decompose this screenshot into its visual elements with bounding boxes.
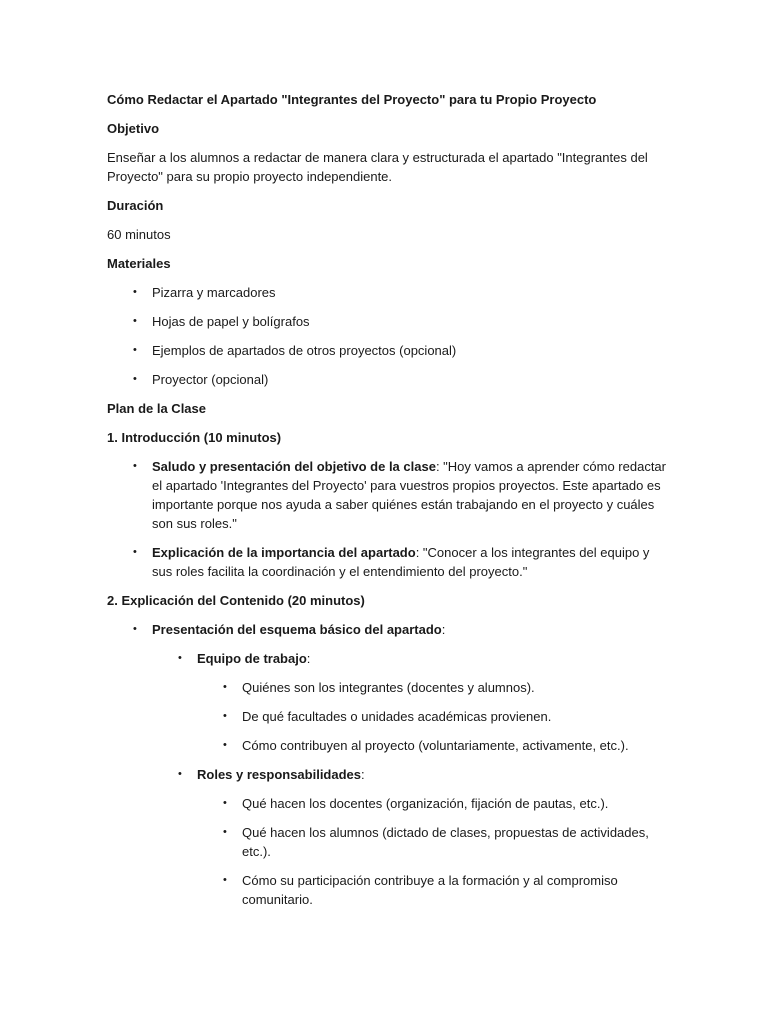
bullet-icon: •: [223, 797, 227, 809]
plan-heading: Plan de la Clase: [107, 401, 206, 416]
duracion-text: 60 minutos: [107, 227, 171, 242]
bullet-icon: •: [133, 286, 137, 298]
bullet-icon: •: [178, 768, 182, 780]
explicacion-list: [133, 620, 668, 639]
bullet-icon: •: [178, 652, 182, 664]
list-item: • Qué hacen los docentes (organización, fijación de pautas, etc.).: [223, 796, 609, 811]
list-item: • Saludo y presentación del objetivo de la clase: "Hoy vamos a aprender cómo redactar el apartado 'Integrantes del Proyecto' para vuestros propios proyectos. Este apartado es importante porque nos ayuda a saber quiénes están trabajando en el proyecto y cuáles son sus roles.": [133, 459, 666, 531]
list-item: • Pizarra y marcadores: [133, 285, 276, 300]
bullet-icon: •: [133, 315, 137, 327]
list-item: • Roles y responsabilidades:: [178, 767, 365, 782]
materiales-list: [133, 283, 668, 389]
bullet-icon: •: [133, 344, 137, 356]
objetivo-heading: Objetivo: [107, 121, 160, 136]
esquema-list: [178, 649, 668, 668]
document-title: Cómo Redactar el Apartado "Integrantes del Proyecto" para tu Propio Proyecto: [107, 92, 597, 107]
list-item: • Ejemplos de apartados de otros proyectos (opcional): [133, 343, 457, 358]
list-item: • Qué hacen los alumnos (dictado de clases, propuestas de actividades, etc.).: [223, 825, 649, 859]
list-item: • Presentación del esquema básico del apartado:: [133, 622, 446, 637]
equipo-list: [223, 678, 668, 755]
explicacion-heading: 2. Explicación del Contenido (20 minutos): [107, 593, 365, 608]
objetivo-text: Enseñar a los alumnos a redactar de manera clara y estructurada el apartado "Integrantes del Proyecto" para su propio proyecto independiente.: [107, 150, 648, 184]
duracion-heading: Duración: [107, 198, 164, 213]
roles-list: [223, 794, 668, 909]
list-item: • De qué facultades o unidades académicas provienen.: [223, 709, 552, 724]
introduccion-list: [133, 457, 668, 581]
materiales-heading: Materiales: [107, 256, 171, 271]
bullet-icon: •: [223, 826, 227, 838]
bullet-icon: •: [223, 710, 227, 722]
bullet-icon: •: [133, 546, 137, 558]
list-item: • Explicación de la importancia del apartado: "Conocer a los integrantes del equipo y sus roles facilita la coordinación y el entendimiento del proyecto.": [133, 545, 650, 579]
bullet-icon: •: [223, 874, 227, 886]
list-item: • Cómo contribuyen al proyecto (voluntariamente, activamente, etc.).: [223, 738, 629, 753]
introduccion-heading: 1. Introducción (10 minutos): [107, 430, 282, 445]
bullet-icon: •: [133, 373, 137, 385]
list-item: • Proyector (opcional): [133, 372, 269, 387]
bullet-icon: •: [223, 681, 227, 693]
roles-heading-list: [178, 765, 668, 784]
bullet-icon: •: [223, 739, 227, 751]
list-item: • Quiénes son los integrantes (docentes y alumnos).: [223, 680, 535, 695]
list-item: • Hojas de papel y bolígrafos: [133, 314, 310, 329]
bullet-icon: •: [133, 623, 137, 635]
bullet-icon: •: [133, 460, 137, 472]
list-item: • Equipo de trabajo:: [178, 651, 311, 666]
list-item: • Cómo su participación contribuye a la formación y al compromiso comunitario.: [223, 873, 618, 907]
